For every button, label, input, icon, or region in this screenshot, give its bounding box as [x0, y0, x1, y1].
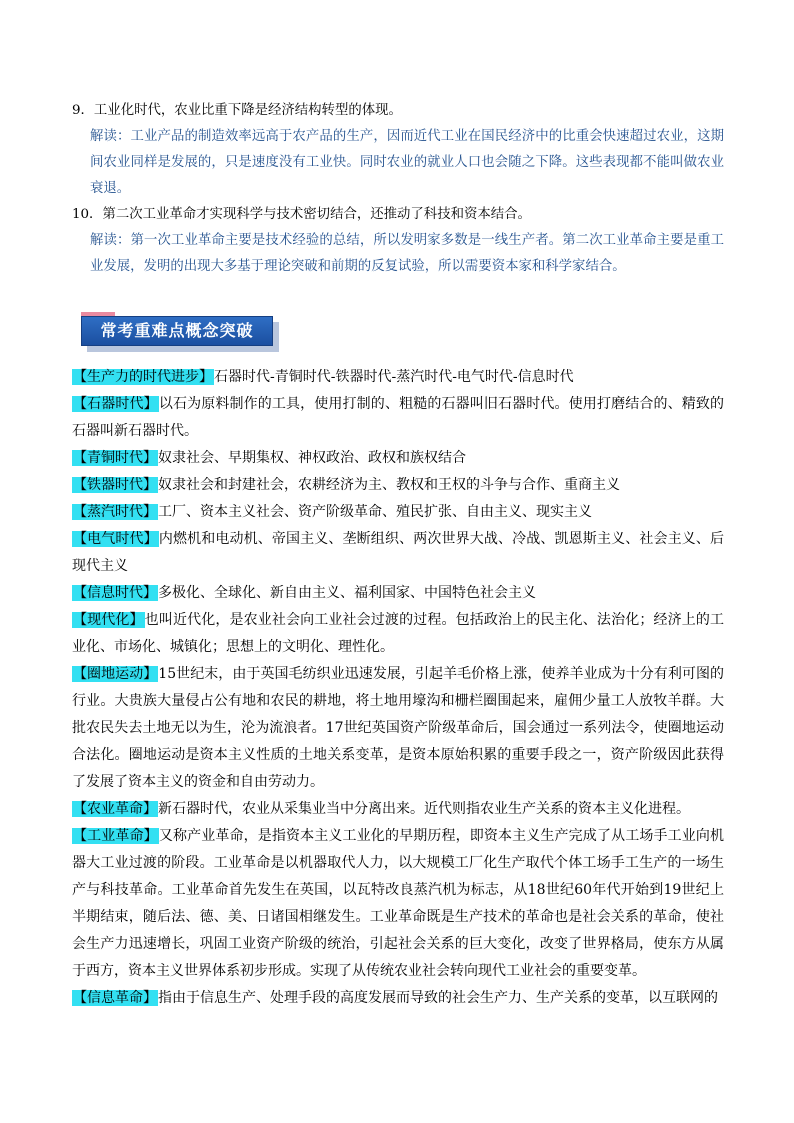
concept-term: 【生产力的时代进步】 [73, 369, 213, 385]
concept-item [72, 391, 724, 445]
answer-text [72, 124, 724, 202]
concept-definition: 又称产业革命，是指资本主义工业化的早期历程，即资本主义生产完成了从工场手工业向机器大工业过渡的阶段。工业革命是以机器取代人力，以大规模工厂化生产取代个体工场手工生产的一场生产与科技革命。工业革命首先发生在英国，以瓦特改良蒸汽机为标志，从18世纪60年代开始到19世纪上半期结束，随后法、德、美、日诸国相继发生。工业革命既是生产技术的革命也是社会关系的革命，使社会生产力迅速增长，巩固工业资产阶级的统治，引起社会关系的巨大变化，改变了世界格局，使东方从属于西方，资本主义世界体系初步形成。实现了从传统农业社会转向现代工业社会的重要变革。 [72, 828, 725, 979]
qa-item [72, 98, 724, 202]
concept-definition: 以石为原料制作的工具，使用打制的、粗糙的石器叫旧石器时代。使用打磨结合的、精致的石器叫新石器时代。 [72, 396, 725, 439]
concept-item [72, 796, 724, 823]
concept-term: 【石器时代】 [73, 396, 158, 412]
concept-definition: 也叫近代化，是农业社会向工业社会过渡的过程。包括政治上的民主化、法治化；经济上的工业化、市场化、城镇化；思想上的文明化、理性化。 [72, 612, 725, 655]
concept-item [72, 526, 724, 580]
answer-text [72, 228, 724, 280]
concept-definition: 指由于信息生产、处理手段的高度发展而导致的社会生产力、生产关系的变革，以互联网的 [158, 990, 718, 1006]
concept-item [72, 364, 724, 391]
concept-item [72, 985, 724, 1012]
question-text: 9．工业化时代，农业比重下降是经济结构转型的体现。 [72, 103, 402, 118]
concept-term: 【农业革命】 [73, 801, 157, 817]
concept-term: 【圈地运动】 [73, 666, 158, 682]
concept-item [72, 661, 724, 796]
section-banner [81, 316, 277, 350]
concept-term: 【青铜时代】 [73, 450, 157, 466]
answer-label: 解读： [90, 129, 131, 144]
concept-term: 【信息时代】 [73, 585, 157, 601]
answer-label: 解读： [90, 233, 131, 248]
concept-term: 【铁器时代】 [73, 477, 157, 493]
section-title: 常考重难点概念突破 [81, 316, 273, 346]
concept-term: 【现代化】 [73, 612, 144, 628]
concept-item [72, 580, 724, 607]
concept-item [72, 499, 724, 526]
concept-definition: 奴隶社会、早期集权、神权政治、政权和族权结合 [158, 450, 466, 466]
concept-item [72, 823, 724, 985]
answer-body: 工业产品的制造效率远高于农产品的生产，因而近代工业在国民经济中的比重会快速超过农业，这期间农业同样是发展的，只是速度没有工业快。同时农业的就业人口也会随之下降。这些表现都不能叫做农业衰退。 [90, 129, 725, 196]
concept-item [72, 607, 724, 661]
concept-definition: 15世纪末，由于英国毛纺织业迅速发展，引起羊毛价格上涨，使养羊业成为十分有利可图的行业。大贵族大量侵占公有地和农民的耕地，将土地用壕沟和栅栏圈围起来，雇佣少量工人放牧羊群。大批农民失去土地无以为生，沦为流浪者。17世纪英国资产阶级革命后，国会通过一系列法令，使圈地运动合法化。圈地运动是资本主义性质的土地关系变革，是资本原始积累的重要手段之一，资产阶级因此获得了发展了资本主义的资金和自由劳动力。 [72, 666, 725, 790]
document-page [72, 98, 724, 1012]
qa-item [72, 202, 724, 280]
concept-definition: 奴隶社会和封建社会，农耕经济为主、教权和王权的斗争与合作、重商主义 [158, 477, 620, 493]
qa-list [72, 98, 724, 280]
concept-definition: 石器时代-青铜时代-铁器时代-蒸汽时代-电气时代-信息时代 [214, 369, 574, 385]
concept-term: 【信息革命】 [73, 990, 157, 1006]
concept-term: 【电气时代】 [73, 531, 158, 547]
answer-body: 第一次工业革命主要是技术经验的总结，所以发明家多数是一线生产者。第二次工业革命主要是重工业发展，发明的出现大多基于理论突破和前期的反复试验，所以需要资本家和科学家结合。 [90, 233, 725, 274]
concept-definition: 新石器时代，农业从采集业当中分离出来。近代则指农业生产关系的资本主义化进程。 [158, 801, 690, 817]
concept-definition: 多极化、全球化、新自由主义、福利国家、中国特色社会主义 [158, 585, 536, 601]
concept-definition: 工厂、资本主义社会、资产阶级革命、殖民扩张、自由主义、现实主义 [158, 504, 592, 520]
concept-term: 【蒸汽时代】 [73, 504, 157, 520]
question-text: 10．第二次工业革命才实现科学与技术密切结合，还推动了科技和资本结合。 [72, 207, 531, 222]
concept-item [72, 445, 724, 472]
concept-term: 【工业革命】 [73, 828, 158, 844]
concept-definition: 内燃机和电动机、帝国主义、垄断组织、两次世界大战、冷战、凯恩斯主义、社会主义、后现代主义 [72, 531, 725, 574]
concept-item [72, 472, 724, 499]
concept-list [72, 364, 724, 1012]
